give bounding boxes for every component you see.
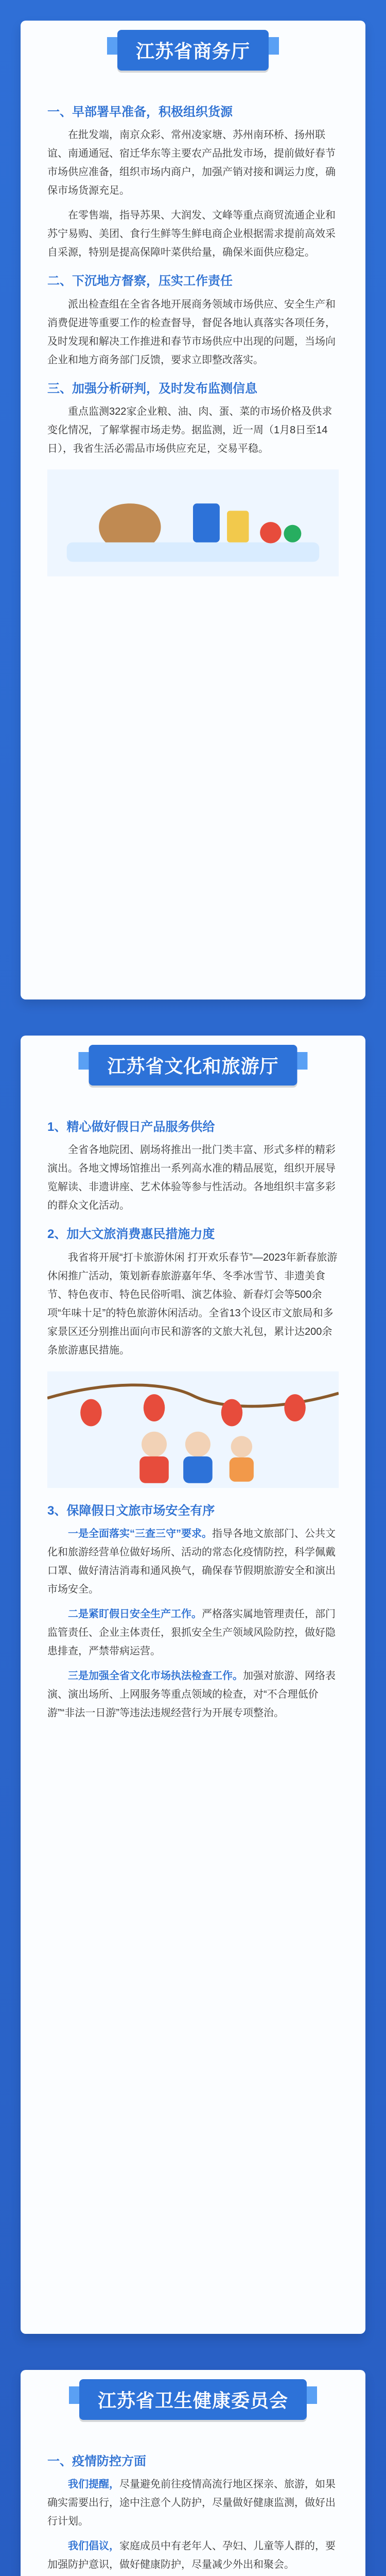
card-title-wrap <box>21 1036 365 1108</box>
grocery-bag-icon <box>193 503 220 542</box>
card-health <box>21 2370 365 2576</box>
body-text: 尽量避免前往疫情高流行地区探亲、旅游，如果确实需要出行，途中注意个人防护，尽量做好健康监测，做好出行计划。 <box>47 2479 336 2528</box>
card-culture-tourism <box>21 1036 365 2334</box>
child-head-icon <box>231 1436 253 1458</box>
person-head-icon <box>185 1432 210 1457</box>
lantern-icon <box>80 1399 102 1426</box>
card-title-commerce: 江苏省商务厅 <box>117 30 269 71</box>
lead-text: 三是加强全省文化市场执法检查工作。 <box>68 1670 243 1682</box>
card-title-health: 江苏省卫生健康委员会 <box>79 2379 307 2420</box>
person-head-icon <box>142 1432 167 1457</box>
section-heading: 一、早部署早准备，积极组织货源 <box>47 105 233 119</box>
apple-icon <box>260 522 282 544</box>
section-heading: 三、加强分析研判，及时发布监测信息 <box>47 381 257 396</box>
card-body-commerce <box>21 104 365 608</box>
card-title-wrap <box>21 21 365 93</box>
section-heading: 1、精心做好假日产品服务供给 <box>47 1120 215 1134</box>
body-text: 指导各地文旅部门、公共文化和旅游经营单位做好场所、活动的常态化疫情防控，科学佩戴口罩、做好清洁消毒和通风换气，确保春节假期旅游安全和演出市场安全。 <box>47 1528 336 1596</box>
card-title-culture-tourism: 江苏省文化和旅游厅 <box>89 1045 297 1086</box>
paragraph: 在批发端，南京众彩、常州凌家塘、苏州南环桥、扬州联谊、南通通冠、宿迁华东等主要农产品批发市场，提前做好春节市场供应准备，组织市场内商户，加强产销对接和调运力度，确保市场货源充足。 <box>47 129 336 197</box>
lantern-icon <box>144 1394 165 1421</box>
paragraph <box>47 1524 339 1599</box>
paragraph: 我省将开展“打卡旅游休闲 打开欢乐春节”—2023年新春旅游休闲推广活动，策划新春旅游嘉年华、冬季冰雪节、非遗美食节、特色夜市、特色民俗听唱、演艺体验、新春灯会等500余项“年味十足”的特色旅游休闲活动。全省13个设区市文旅局和多家景区还分别推出面向市民和游客的文旅大礼包，累计达200余条旅游惠民措施。 <box>47 1251 338 1356</box>
grocery-box-icon <box>227 511 249 543</box>
body-text: 严格落实属地管理责任，部门监管责任、企业主体责任，狠抓安全生产领域风险防控，做好隐患排查，严禁带病运营。 <box>47 1608 336 1657</box>
card-title-wrap <box>21 2370 365 2442</box>
person-body-icon <box>183 1456 213 1483</box>
paragraph: 全省各地院团、剧场将推出一批门类丰富、形式多样的精彩演出。各地文博场馆推出一系列高水准的精品展览，组织开展导览解读、非遗讲座、艺术体验等参与性活动。各地组织丰富多彩的群众文化活动。 <box>47 1144 336 1212</box>
paragraph: 重点监测322家企业粮、油、肉、蛋、菜的市场价格及供求变化情况，了解掌握市场走势。据监测，近一周（1月8日至14日），我省生活必需品市场供应充足，交易平稳。 <box>47 406 332 455</box>
section-heading: 2、加大文旅消费惠民措施力度 <box>47 1227 215 1242</box>
person-body-icon <box>139 1456 169 1483</box>
card-body-culture-tourism <box>21 1119 365 1749</box>
lead-text: 我们倡议， <box>68 2540 119 2552</box>
paragraph <box>47 1605 339 1660</box>
body-text: 加强对旅游、网络表演、演出场所、上网服务等重点领域的检查，对“不合理低价游”“非法一日游”等违法违规经营行为开展专项整治。 <box>47 1670 336 1719</box>
lantern-icon <box>284 1394 306 1421</box>
body-text: 家庭成员中有老年人、孕妇、儿童等人群的，要加强防护意识，做好健康防护，尽量减少外出和聚会。 <box>47 2540 336 2571</box>
paragraph: 派出检查组在全省各地开展商务领域市场供应、安全生产和消费促进等重要工作的检查督导，督促各地认真落实各项任务，及时发现和解决工作推进和春节市场供应中出现的问题，当场向企业和地方商务部门反馈，要求立即整改落实。 <box>47 298 336 366</box>
paragraph <box>47 1667 339 1722</box>
lead-text: 一是全面落实“三查三守”要求。 <box>68 1528 212 1540</box>
grocery-illustration-svg <box>47 466 339 580</box>
lead-text: 我们提醒， <box>68 2479 119 2490</box>
lead-text: 二是紧盯假日安全生产工作。 <box>68 1608 202 1620</box>
paragraph <box>47 2537 339 2574</box>
card-commerce <box>21 21 365 999</box>
grocery-illustration <box>47 466 339 580</box>
paragraph: 在零售端，指导苏果、大润发、文峰等重点商贸流通企业和苏宁易购、美团、食行生鲜等生鲜电商企业根据需求提前高效采自采源，特别是提高保障叶菜供给量，确保米面供应稳定。 <box>47 210 336 259</box>
child-body-icon <box>230 1458 254 1482</box>
section-heading: 二、下沉地方督察，压实工作责任 <box>47 274 233 289</box>
grocery-table <box>67 543 320 562</box>
vegetable-icon <box>284 525 301 543</box>
new-year-illustration-svg <box>47 1368 339 1492</box>
new-year-illustration <box>47 1368 339 1492</box>
card-body-health <box>21 2453 365 2576</box>
paragraph <box>47 2475 339 2531</box>
section-heading: 一、疫情防控方面 <box>47 2454 146 2468</box>
lantern-icon <box>221 1399 243 1426</box>
section-heading: 3、保障假日文旅市场安全有序 <box>47 1503 215 1518</box>
